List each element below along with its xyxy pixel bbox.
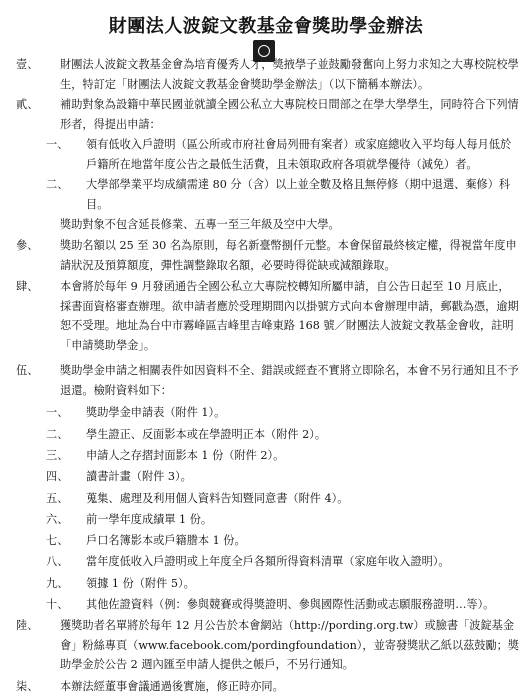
item-text: 前一學年度成績單 1 份。 <box>86 513 213 526</box>
section-5-item-9 <box>46 574 520 594</box>
section-2-item-1 <box>46 135 520 174</box>
section-text: 獎助學金申請之相關表件如因資料不全、錯誤或經查不實將立即除名，本會不另行通知且不予退還。檢附資料如下： <box>60 364 519 397</box>
section-3 <box>16 236 520 275</box>
item-text: 學生證正、反面影本或在學證明正本（附件 2）。 <box>86 428 327 441</box>
item-number: 四、 <box>46 470 69 483</box>
section-1 <box>16 55 520 94</box>
section-number: 肆、 <box>16 280 39 293</box>
item-number: 八、 <box>46 555 69 568</box>
item-text: 獎助學金申請表（附件 1）。 <box>86 406 226 419</box>
section-text: 本會將於每年 9 月發函通告全國公私立大專院校轉知所屬申請，自公告日起至 10 月底止，採書面資格審查辦理。欲申請者應於受理期間內以掛號方式向本會辦理申請，郵戳為憑，逾期恕不受理。地址為台中市霧峰區吉峰里吉峰東路 168 號／財團法人波錠文教基金會收，註明「申請獎助學金」。 <box>60 280 519 352</box>
item-text: 蒐集、處理及利用個人資料告知暨同意書（附件 4）。 <box>86 492 349 505</box>
section-5-item-2 <box>46 425 520 445</box>
item-number: 七、 <box>46 534 69 547</box>
section-5-item-8 <box>46 552 520 572</box>
section-number: 陸、 <box>16 619 39 632</box>
section-2 <box>16 95 520 134</box>
item-number: 二、 <box>46 178 69 191</box>
section-7 <box>16 677 520 697</box>
item-text: 領據 1 份（附件 5）。 <box>86 577 195 590</box>
item-number: 一、 <box>46 406 69 419</box>
section-number: 貳、 <box>16 98 39 111</box>
section-6 <box>16 616 520 675</box>
section-2-note: 獎助對象不包含延長修業、五專一至三年級及空中大學。 <box>60 218 340 231</box>
item-text: 其他佐證資料（例：參與競賽或得獎證明、參與國際性活動或志願服務證明…等）。 <box>86 598 495 611</box>
section-number: 柒、 <box>16 680 39 693</box>
section-number: 壹、 <box>16 58 39 71</box>
section-text: 財團法人波錠文教基金會為培育優秀人才，獎掖學子並鼓勵發奮向上努力求知之大專校院校學生，特訂定「財團法人波錠文教基金會獎助學金辦法」（以下簡稱本辦法）。 <box>60 58 519 91</box>
section-5-item-7 <box>46 531 520 551</box>
section-5-item-3 <box>46 446 520 466</box>
item-number: 十、 <box>46 598 69 611</box>
document-title: 財團法人波錠文教基金會獎助學金辦法 <box>108 16 424 37</box>
section-number: 參、 <box>16 239 39 252</box>
section-5-item-6 <box>46 510 520 530</box>
item-text: 領有低收入戶證明（區公所或市府社會局列冊有案者）或家庭總收入平均每人每月低於戶籍所在地當年度公告之最低生活費，且未領取政府各項就學優待（減免）者。 <box>86 138 512 171</box>
item-text: 當年度低收入戶證明或上年度全戶各類所得資料清單（家庭年收入證明）。 <box>86 555 450 568</box>
section-text: 本辦法經董事會議通過後實施，修正時亦同。 <box>60 680 284 693</box>
item-number: 五、 <box>46 492 69 505</box>
section-5-item-1 <box>46 403 520 423</box>
section-5-item-10 <box>46 595 520 615</box>
section-2-item-2 <box>46 175 520 214</box>
item-number: 二、 <box>46 428 69 441</box>
item-text: 讀書計畫（附件 3）。 <box>86 470 192 483</box>
section-5-item-4 <box>46 467 520 487</box>
section-5-item-5 <box>46 489 520 509</box>
item-number: 一、 <box>46 138 69 151</box>
section-number: 伍、 <box>16 364 39 377</box>
item-number: 六、 <box>46 513 69 526</box>
section-text: 補助對象為設籍中華民國並就讀全國公私立大專院校日間部之在學大學學生，同時符合下列情形者，得提出申請： <box>60 98 519 131</box>
item-number: 三、 <box>46 449 69 462</box>
item-text: 申請人之存摺封面影本 1 份（附件 2）。 <box>86 449 285 462</box>
section-4 <box>16 277 520 355</box>
item-text: 大學部學業平均成績需達 80 分（含）以上並全數及格且無停修（期中退選、棄修）科目。 <box>86 178 511 211</box>
section-text: 獲獎助者名單將於每年 12 月公告於本會網站（http://pording.org.tw）或臉書「波錠基金會」粉絲專頁（www.facebook.com/pordingfoundation），並寄發獎狀乙紙以茲鼓勵；獎助學金於公告 2 週內匯至申請人提供之帳戶，不另行通知。 <box>60 619 520 672</box>
section-text: 獎助名額以 25 至 30 名為原則，每名新臺幣捌仟元整。本會保留最終核定權，得視當年度申請狀況及預算額度，彈性調整錄取名額，必要時得從缺或減額錄取。 <box>60 239 517 272</box>
item-number: 九、 <box>46 577 69 590</box>
section-5 <box>16 361 520 400</box>
item-text: 戶口名簿影本或戶籍謄本 1 份。 <box>86 534 246 547</box>
